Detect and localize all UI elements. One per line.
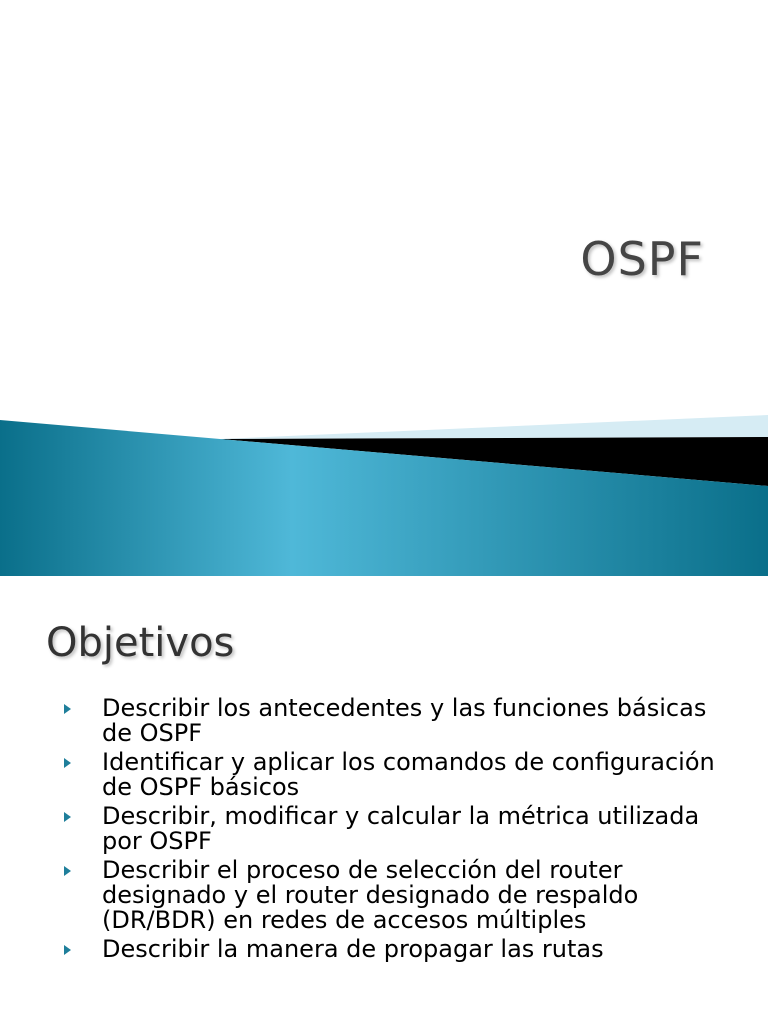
objectives-list [0, 696, 768, 966]
objectives-slide [0, 576, 768, 1024]
bullet-text: Describir, modificar y calcular la métrica utilizada por OSPF [102, 802, 700, 855]
triangle-right-icon [64, 812, 71, 822]
triangle-right-icon [64, 866, 71, 876]
list-item [0, 804, 768, 854]
list-item [0, 858, 768, 933]
objectives-heading: Objetivos [46, 620, 235, 666]
triangle-right-icon [64, 704, 71, 714]
bullet-text: Describir el proceso de selección del router designado y el router designado de respaldo (DR/BDR) en redes de accesos múltiples [102, 856, 639, 934]
pale-stripe [220, 415, 768, 439]
bullet-text: Describir los antecedentes y las funciones básicas de OSPF [102, 694, 707, 747]
slide-title: OSPF [580, 232, 704, 286]
triangle-right-icon [64, 945, 71, 955]
list-item [0, 937, 768, 962]
triangle-right-icon [64, 758, 71, 768]
list-item [0, 750, 768, 800]
bullet-text: Identificar y aplicar los comandos de configuración de OSPF básicos [102, 748, 715, 801]
decorative-banner [0, 410, 768, 576]
list-item [0, 696, 768, 746]
bullet-text: Describir la manera de propagar las rutas [102, 935, 604, 963]
